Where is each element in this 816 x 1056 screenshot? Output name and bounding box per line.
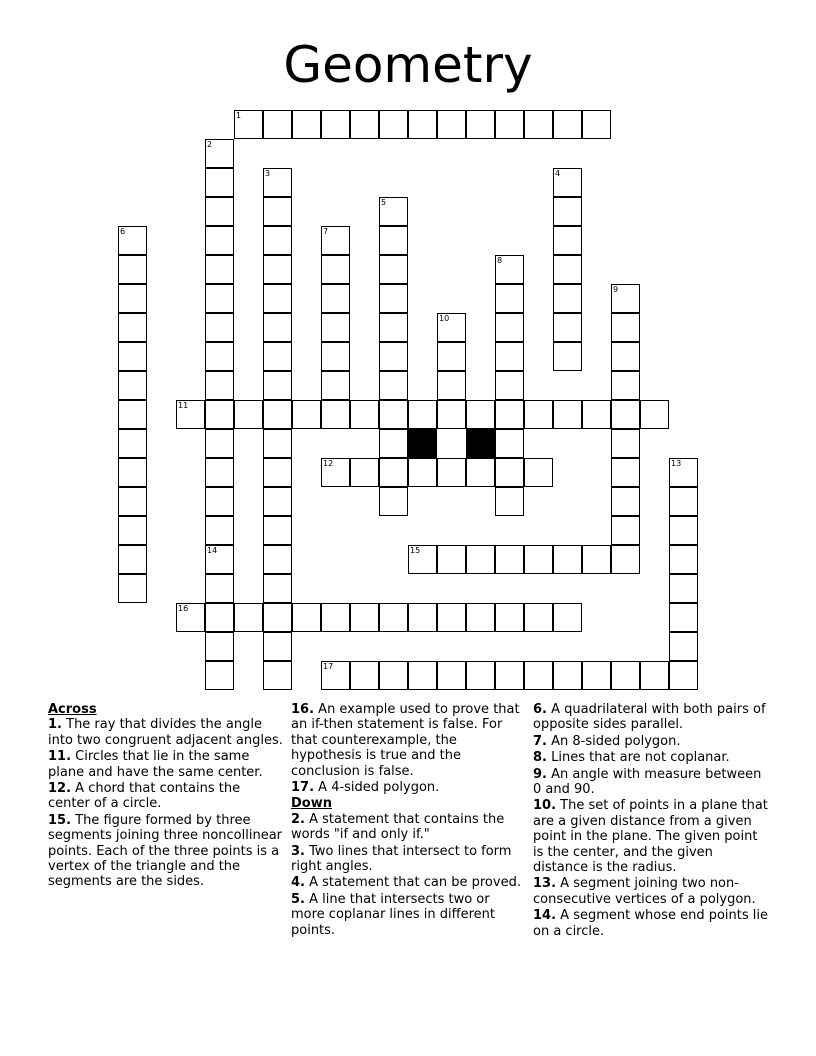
- clue-text: An example used to prove that an if-then statement is false. For that counterexample, the hypothesis is true and the conclusion is false.: [291, 702, 520, 779]
- grid-cell[interactable]: [176, 400, 205, 429]
- grid-cell[interactable]: [234, 400, 263, 429]
- grid-cell[interactable]: [495, 371, 524, 400]
- clue-text: The ray that divides the angle into two congruent adjacent angles.: [48, 717, 283, 748]
- grid-cell[interactable]: [524, 110, 553, 139]
- grid-cell[interactable]: [669, 603, 698, 632]
- grid-cell[interactable]: [321, 313, 350, 342]
- grid-cell[interactable]: [350, 110, 379, 139]
- grid-cell[interactable]: [495, 110, 524, 139]
- clue-down-13: [533, 876, 769, 907]
- grid-cell[interactable]: [263, 632, 292, 661]
- grid-cell[interactable]: [553, 197, 582, 226]
- grid-cell[interactable]: [553, 603, 582, 632]
- grid-cell[interactable]: [205, 545, 234, 574]
- cell-number: 1: [236, 111, 242, 120]
- cell-number: 12: [323, 459, 334, 468]
- grid-cell[interactable]: [205, 284, 234, 313]
- clue-across-16: [291, 702, 527, 779]
- grid-cell[interactable]: [118, 313, 147, 342]
- clue-text: An 8-sided polygon.: [551, 733, 681, 749]
- grid-cell[interactable]: [379, 371, 408, 400]
- grid-cell[interactable]: [524, 400, 553, 429]
- clue-number: 16.: [291, 702, 315, 717]
- grid-cell[interactable]: [118, 342, 147, 371]
- grid-cell[interactable]: [611, 400, 640, 429]
- cell-number: 16: [178, 604, 189, 613]
- grid-cell[interactable]: [495, 603, 524, 632]
- clue-number: 7.: [533, 733, 547, 749]
- grid-cell[interactable]: [205, 197, 234, 226]
- grid-cell[interactable]: [350, 458, 379, 487]
- grid-cell[interactable]: [292, 603, 321, 632]
- grid-cell[interactable]: [205, 487, 234, 516]
- grid-cell[interactable]: [437, 371, 466, 400]
- clue-text: An angle with measure between 0 and 90.: [533, 766, 762, 798]
- grid-cell[interactable]: [495, 429, 524, 458]
- grid-cell[interactable]: [118, 574, 147, 603]
- grid-cell[interactable]: [640, 661, 669, 690]
- grid-cell[interactable]: [553, 545, 582, 574]
- grid-cell[interactable]: [582, 661, 611, 690]
- grid-cell[interactable]: [524, 603, 553, 632]
- clue-text: A line that intersects two or more coplanar lines in different points.: [291, 891, 495, 938]
- grid-cell[interactable]: [408, 400, 437, 429]
- grid-cell[interactable]: [437, 661, 466, 690]
- grid-cell[interactable]: [553, 168, 582, 197]
- clue-down-3: [291, 844, 527, 875]
- grid-cell[interactable]: [379, 313, 408, 342]
- clue-down-9: [533, 767, 769, 798]
- grid-cell[interactable]: [205, 255, 234, 284]
- grid-cell[interactable]: [379, 342, 408, 371]
- clue-number: 5.: [291, 891, 305, 907]
- clue-down-10: [533, 798, 769, 875]
- grid-cell[interactable]: [495, 284, 524, 313]
- clue-down-14: [533, 908, 769, 939]
- grid-cell[interactable]: [118, 284, 147, 313]
- cell-number: 14: [207, 546, 218, 555]
- clue-down-6: [533, 702, 769, 733]
- grid-cell[interactable]: [466, 545, 495, 574]
- grid-cell[interactable]: [205, 574, 234, 603]
- grid-cell[interactable]: [321, 603, 350, 632]
- grid-cell[interactable]: [321, 458, 350, 487]
- puzzle-title: Geometry: [283, 36, 533, 94]
- grid-cell[interactable]: [321, 400, 350, 429]
- grid-cell[interactable]: [205, 603, 234, 632]
- grid-cell[interactable]: [379, 255, 408, 284]
- grid-cell[interactable]: [263, 284, 292, 313]
- cell-number: 13: [671, 459, 682, 468]
- grid-cell[interactable]: [553, 313, 582, 342]
- clue-text: Circles that lie in the same plane and have the same center.: [48, 749, 263, 780]
- grid-cell[interactable]: [669, 458, 698, 487]
- clue-text: Lines that are not coplanar.: [551, 750, 730, 766]
- grid-cell[interactable]: [524, 458, 553, 487]
- grid-cell[interactable]: [466, 603, 495, 632]
- clue-text: A segment joining two non-consecutive vertices of a polygon.: [533, 876, 756, 907]
- grid-cell[interactable]: [350, 661, 379, 690]
- grid-cell[interactable]: [379, 226, 408, 255]
- grid-cell[interactable]: [408, 603, 437, 632]
- grid-cell[interactable]: [263, 429, 292, 458]
- grid-cell[interactable]: [553, 255, 582, 284]
- clue-text: The set of points in a plane that are a given distance from a given point in the plane. The given point is the center, and the given distance is the radius.: [533, 798, 768, 876]
- grid-cell[interactable]: [611, 371, 640, 400]
- clue-number: 2.: [291, 811, 305, 827]
- clue-down-5: [291, 892, 527, 938]
- grid-cell[interactable]: [205, 400, 234, 429]
- clue-across-15: [48, 813, 284, 890]
- grid-cell[interactable]: [263, 458, 292, 487]
- grid-cell[interactable]: [263, 661, 292, 690]
- grid-cell[interactable]: [408, 458, 437, 487]
- grid-cell[interactable]: [611, 545, 640, 574]
- clue-across-17: [291, 780, 527, 795]
- clue-number: 8.: [533, 750, 547, 766]
- grid-cell[interactable]: [524, 545, 553, 574]
- grid-cell[interactable]: [437, 603, 466, 632]
- grid-cell[interactable]: [611, 661, 640, 690]
- clue-text: A statement that contains the words "if and only if.": [291, 811, 505, 843]
- grid-cell[interactable]: [321, 342, 350, 371]
- clue-down-2: [291, 812, 527, 843]
- grid-cell[interactable]: [205, 226, 234, 255]
- grid-cell[interactable]: [582, 400, 611, 429]
- grid-cell[interactable]: [553, 110, 582, 139]
- grid-cell[interactable]: [611, 429, 640, 458]
- cell-number: 4: [555, 169, 561, 178]
- clue-number: 11.: [48, 749, 72, 765]
- grid-cell[interactable]: [263, 574, 292, 603]
- black-cell: [408, 429, 437, 458]
- grid-cell[interactable]: [263, 400, 292, 429]
- cell-number: 7: [323, 227, 329, 236]
- grid-cell[interactable]: [611, 516, 640, 545]
- grid-cell[interactable]: [118, 545, 147, 574]
- cell-number: 9: [613, 285, 619, 294]
- grid-cell[interactable]: [205, 429, 234, 458]
- clue-down-4: [291, 875, 527, 890]
- clues-column-1: [48, 702, 284, 891]
- grid-cell[interactable]: [205, 516, 234, 545]
- cell-number: 3: [265, 169, 271, 178]
- grid-cell[interactable]: [495, 487, 524, 516]
- grid-cell[interactable]: [176, 603, 205, 632]
- grid-cell[interactable]: [321, 226, 350, 255]
- grid-cell[interactable]: [292, 400, 321, 429]
- grid-cell[interactable]: [379, 284, 408, 313]
- grid-cell[interactable]: [118, 371, 147, 400]
- clues-column-3: [533, 702, 769, 940]
- cell-number: 6: [120, 227, 126, 236]
- grid-cell[interactable]: [669, 545, 698, 574]
- grid-cell[interactable]: [466, 458, 495, 487]
- grid-cell[interactable]: [379, 603, 408, 632]
- grid-cell[interactable]: [263, 110, 292, 139]
- grid-cell[interactable]: [495, 255, 524, 284]
- clue-down-8: [533, 750, 769, 765]
- cell-number: 5: [381, 198, 387, 207]
- clue-number: 3.: [291, 843, 305, 859]
- cell-number: 17: [323, 662, 334, 671]
- clue-across-12: [48, 781, 284, 812]
- grid-cell[interactable]: [669, 661, 698, 690]
- grid-cell[interactable]: [263, 197, 292, 226]
- grid-cell[interactable]: [118, 458, 147, 487]
- clue-number: 17.: [291, 780, 315, 796]
- clue-number: 9.: [533, 766, 547, 782]
- grid-cell[interactable]: [495, 661, 524, 690]
- clue-number: 4.: [291, 875, 305, 891]
- grid-cell[interactable]: [263, 168, 292, 197]
- clue-number: 14.: [533, 908, 557, 924]
- grid-cell[interactable]: [205, 139, 234, 168]
- clue-text: A quadrilateral with both pairs of opposite sides parallel.: [533, 702, 766, 733]
- grid-cell[interactable]: [205, 342, 234, 371]
- grid-cell[interactable]: [118, 487, 147, 516]
- grid-cell[interactable]: [495, 342, 524, 371]
- grid-cell[interactable]: [263, 342, 292, 371]
- grid-cell[interactable]: [263, 226, 292, 255]
- cell-number: 8: [497, 256, 503, 265]
- grid-cell[interactable]: [118, 400, 147, 429]
- grid-cell[interactable]: [495, 545, 524, 574]
- across-header: Across: [48, 702, 97, 717]
- grid-cell[interactable]: [205, 168, 234, 197]
- grid-cell[interactable]: [437, 545, 466, 574]
- grid-cell[interactable]: [263, 313, 292, 342]
- clue-number: 13.: [533, 876, 557, 892]
- grid-cell[interactable]: [263, 371, 292, 400]
- grid-cell[interactable]: [553, 400, 582, 429]
- grid-cell[interactable]: [350, 400, 379, 429]
- grid-cell[interactable]: [205, 371, 234, 400]
- grid-cell[interactable]: [118, 429, 147, 458]
- grid-cell[interactable]: [234, 603, 263, 632]
- grid-cell[interactable]: [205, 458, 234, 487]
- grid-cell[interactable]: [263, 603, 292, 632]
- grid-cell[interactable]: [437, 400, 466, 429]
- clue-text: A segment whose end points lie on a circle.: [533, 908, 768, 939]
- grid-cell[interactable]: [321, 371, 350, 400]
- cell-number: 2: [207, 140, 213, 149]
- grid-cell[interactable]: [379, 458, 408, 487]
- clue-text: A statement that can be proved.: [309, 875, 521, 891]
- grid-cell[interactable]: [553, 284, 582, 313]
- grid-cell[interactable]: [669, 632, 698, 661]
- grid-cell[interactable]: [466, 110, 495, 139]
- grid-cell[interactable]: [263, 255, 292, 284]
- grid-cell[interactable]: [205, 661, 234, 690]
- clue-across-11: [48, 749, 284, 780]
- grid-cell[interactable]: [408, 661, 437, 690]
- grid-cell[interactable]: [379, 197, 408, 226]
- grid-cell[interactable]: [437, 342, 466, 371]
- grid-cell[interactable]: [263, 487, 292, 516]
- grid-cell[interactable]: [582, 545, 611, 574]
- grid-cell[interactable]: [205, 632, 234, 661]
- grid-cell[interactable]: [350, 603, 379, 632]
- clue-number: 10.: [533, 798, 557, 814]
- grid-cell[interactable]: [321, 255, 350, 284]
- clue-down-7: [533, 734, 769, 749]
- grid-cell[interactable]: [669, 574, 698, 603]
- grid-cell[interactable]: [466, 400, 495, 429]
- grid-cell[interactable]: [495, 313, 524, 342]
- grid-cell[interactable]: [321, 110, 350, 139]
- clue-number: 1.: [48, 717, 62, 733]
- grid-cell[interactable]: [118, 255, 147, 284]
- grid-cell[interactable]: [553, 342, 582, 371]
- clues-column-2: [291, 702, 527, 939]
- clue-number: 12.: [48, 781, 72, 797]
- grid-cell[interactable]: [263, 516, 292, 545]
- clue-number: 15.: [48, 812, 72, 828]
- grid-cell[interactable]: [437, 110, 466, 139]
- cell-number: 10: [439, 314, 450, 323]
- grid-cell[interactable]: [611, 458, 640, 487]
- grid-cell[interactable]: [466, 661, 495, 690]
- grid-cell[interactable]: [611, 284, 640, 313]
- clue-across-1: [48, 717, 284, 748]
- clue-text: A chord that contains the center of a circle.: [48, 781, 241, 812]
- grid-cell[interactable]: [118, 516, 147, 545]
- grid-cell[interactable]: [495, 458, 524, 487]
- cell-number: 15: [410, 546, 421, 555]
- grid-cell[interactable]: [263, 545, 292, 574]
- grid-cell[interactable]: [234, 110, 263, 139]
- grid-cell[interactable]: [437, 458, 466, 487]
- clue-text: The figure formed by three segments joining three noncollinear points. Each of the three points is a vertex of the triangle and the segments are the sides.: [48, 812, 283, 890]
- grid-cell[interactable]: [408, 110, 437, 139]
- grid-cell[interactable]: [379, 400, 408, 429]
- cell-number: 11: [178, 401, 189, 410]
- grid-cell[interactable]: [379, 429, 408, 458]
- clue-text: Two lines that intersect to form right angles.: [291, 843, 512, 875]
- grid-cell[interactable]: [553, 226, 582, 255]
- grid-cell[interactable]: [408, 545, 437, 574]
- grid-cell[interactable]: [437, 313, 466, 342]
- black-cell: [466, 429, 495, 458]
- grid-cell[interactable]: [379, 487, 408, 516]
- grid-cell[interactable]: [379, 661, 408, 690]
- clue-text: A 4-sided polygon.: [318, 780, 440, 796]
- grid-cell[interactable]: [640, 400, 669, 429]
- grid-cell[interactable]: [611, 313, 640, 342]
- grid-cell[interactable]: [495, 400, 524, 429]
- grid-cell[interactable]: [553, 661, 582, 690]
- grid-cell[interactable]: [379, 110, 408, 139]
- grid-cell[interactable]: [669, 487, 698, 516]
- down-header: Down: [291, 796, 332, 812]
- grid-cell[interactable]: [292, 110, 321, 139]
- grid-cell[interactable]: [321, 661, 350, 690]
- grid-cell[interactable]: [205, 313, 234, 342]
- grid-cell[interactable]: [582, 110, 611, 139]
- grid-cell[interactable]: [118, 226, 147, 255]
- grid-cell[interactable]: [524, 661, 553, 690]
- grid-cell[interactable]: [669, 516, 698, 545]
- grid-cell[interactable]: [611, 487, 640, 516]
- grid-cell[interactable]: [321, 284, 350, 313]
- clue-number: 6.: [533, 702, 547, 717]
- grid-cell[interactable]: [611, 342, 640, 371]
